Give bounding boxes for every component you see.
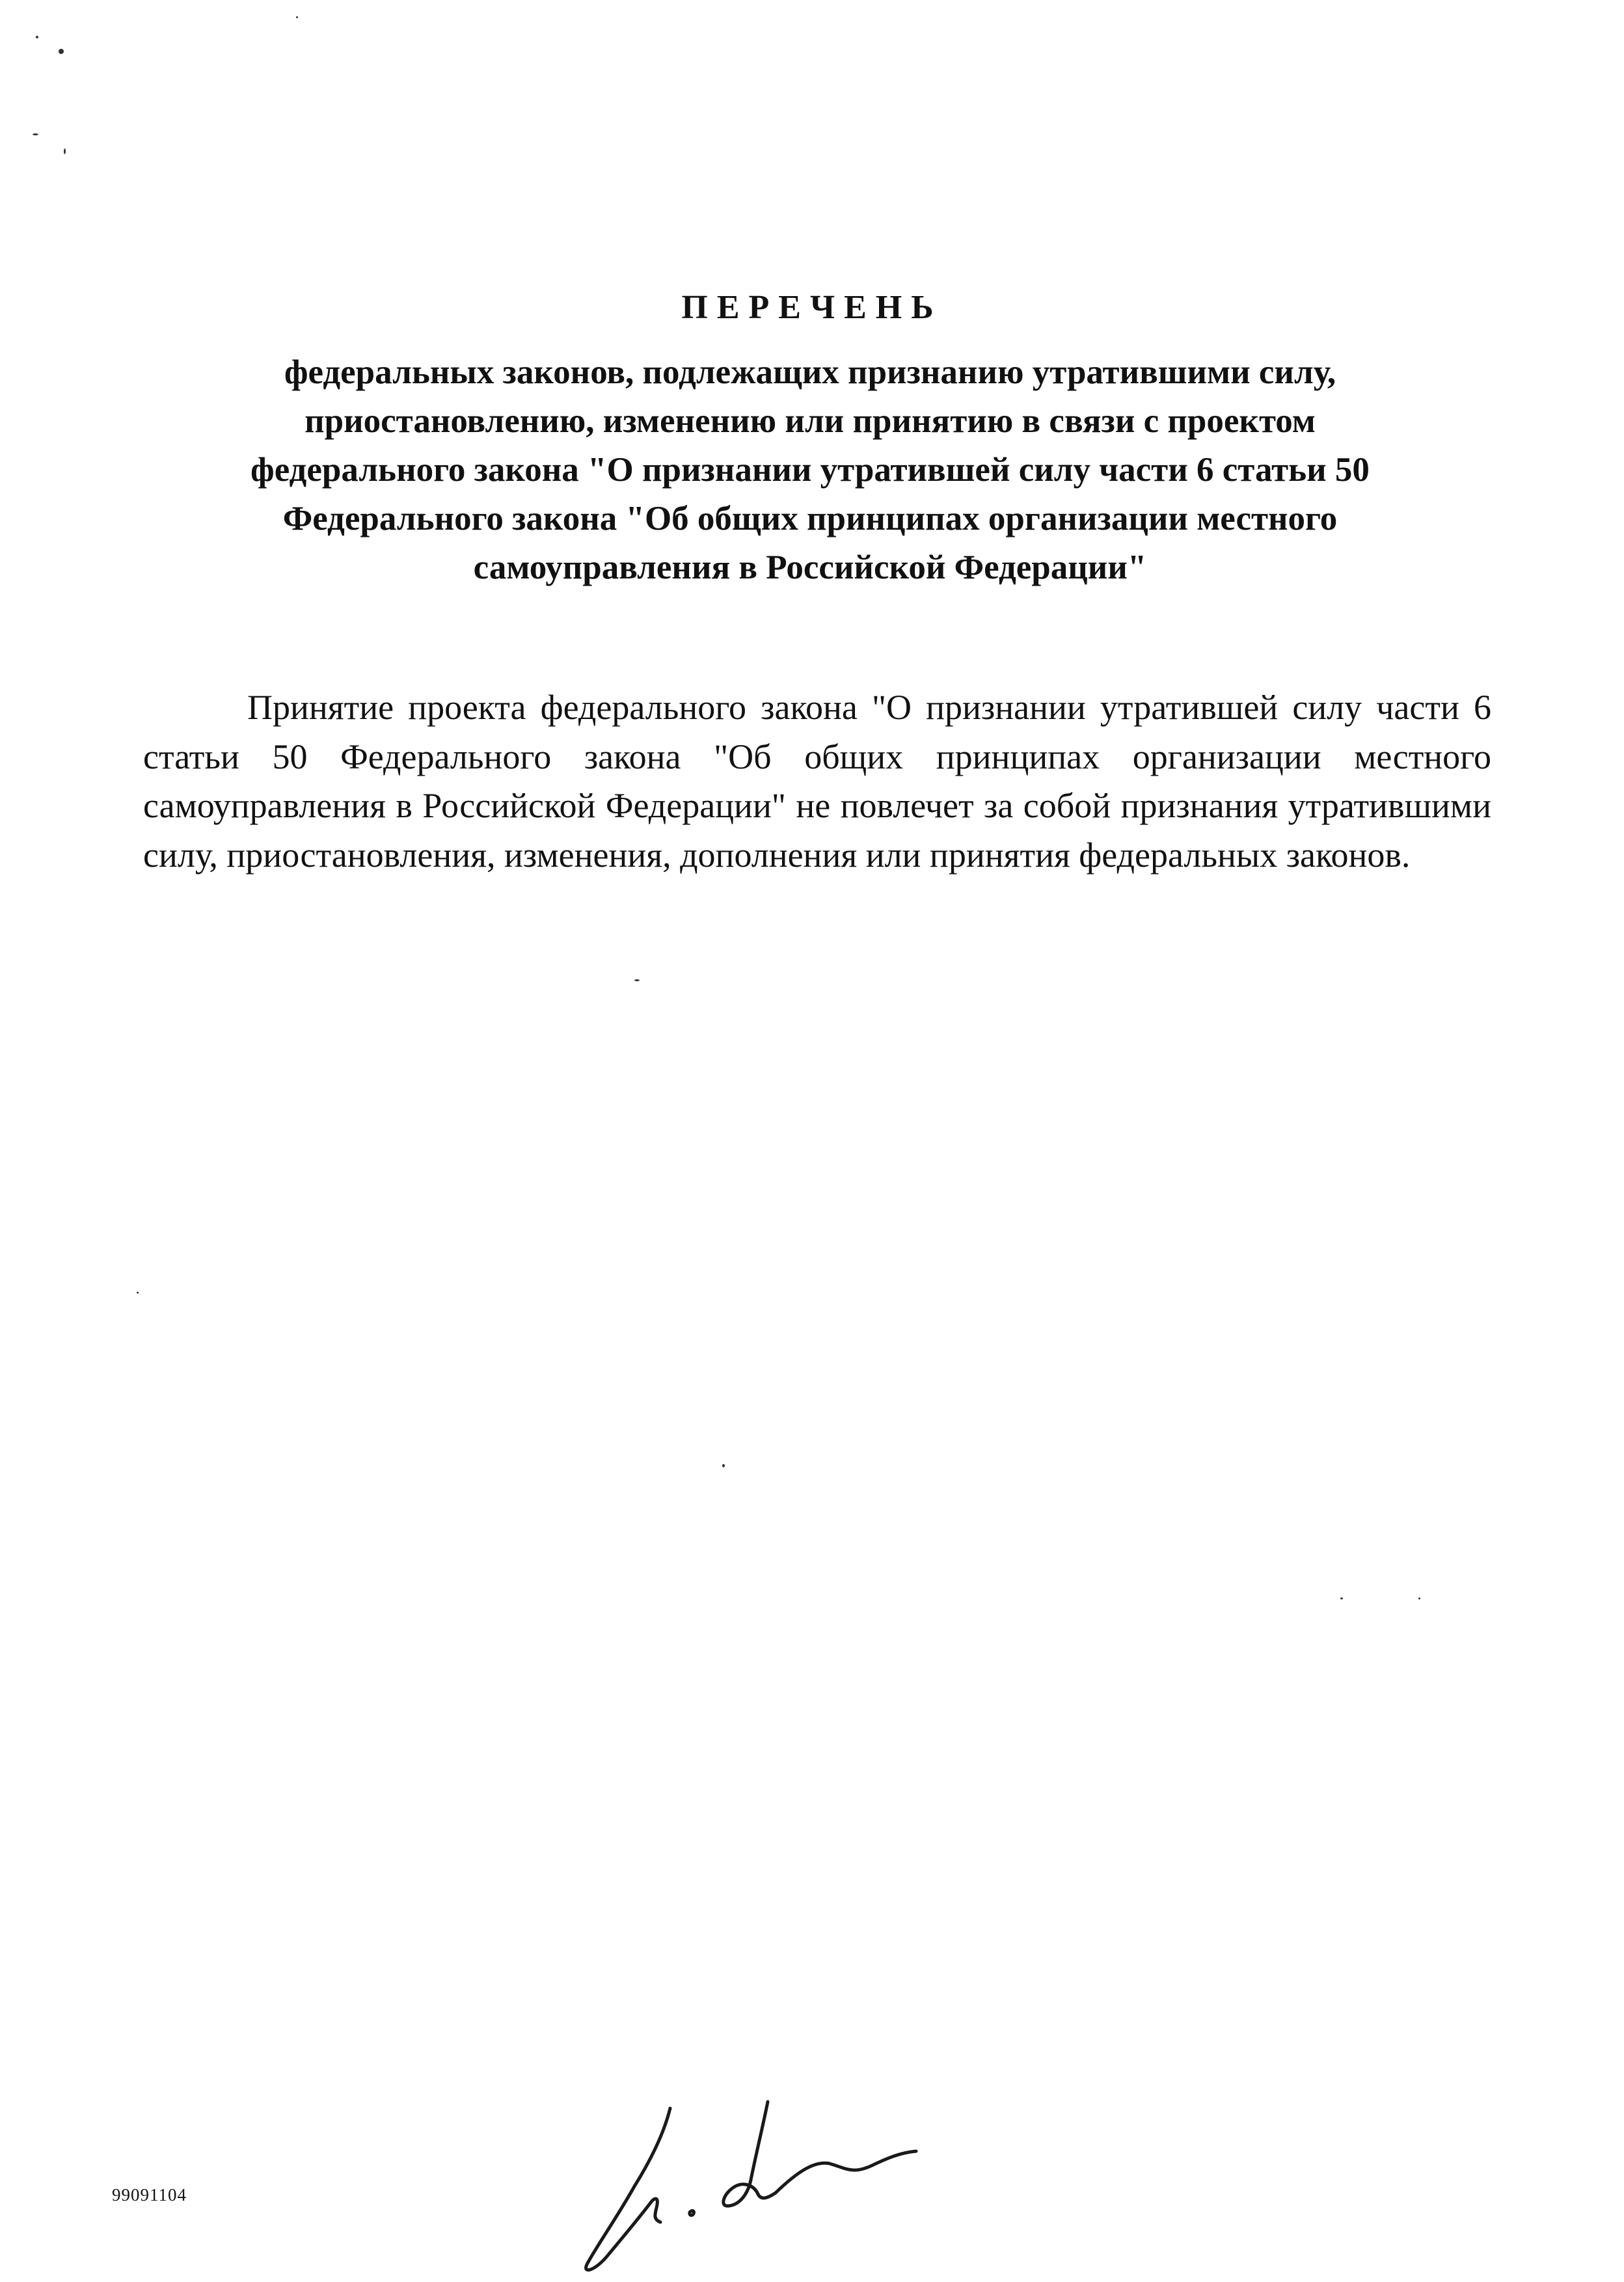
document-body-paragraph: Принятие проекта федерального закона "О признании утратившей силу части 6 статьи 50 Федерального закона "Об общих принципах организации местного самоуправления в Российской Федерации" не повлечет за собой признания утратившими силу, приостановления, изменения, дополнения или принятия федеральных законов. bbox=[143, 688, 1491, 875]
scan-speck bbox=[33, 133, 38, 135]
scan-speck bbox=[36, 36, 38, 38]
scan-speck bbox=[296, 16, 298, 18]
scan-speck bbox=[722, 1464, 725, 1467]
scan-speck bbox=[59, 49, 64, 54]
document-number: 99091104 bbox=[112, 2185, 187, 2205]
scan-speck bbox=[1418, 1597, 1420, 1599]
document-title: ПЕРЕЧЕНЬ bbox=[681, 289, 943, 326]
signature-icon bbox=[573, 2089, 924, 2277]
scan-speck bbox=[634, 979, 640, 981]
document-subtitle: федеральных законов, подлежащих признанию утратившими силу, приостановлению, изменению или принятию в связи с проектом федерального закона "О признании утратившей силу части 6 статьи 50 Федерального закона "Об общих принципах организации местного самоуправления в Российской Федерации" bbox=[250, 353, 1370, 586]
scan-speck bbox=[1340, 1597, 1343, 1599]
scan-speck bbox=[64, 148, 66, 154]
scan-speck bbox=[137, 1292, 139, 1294]
